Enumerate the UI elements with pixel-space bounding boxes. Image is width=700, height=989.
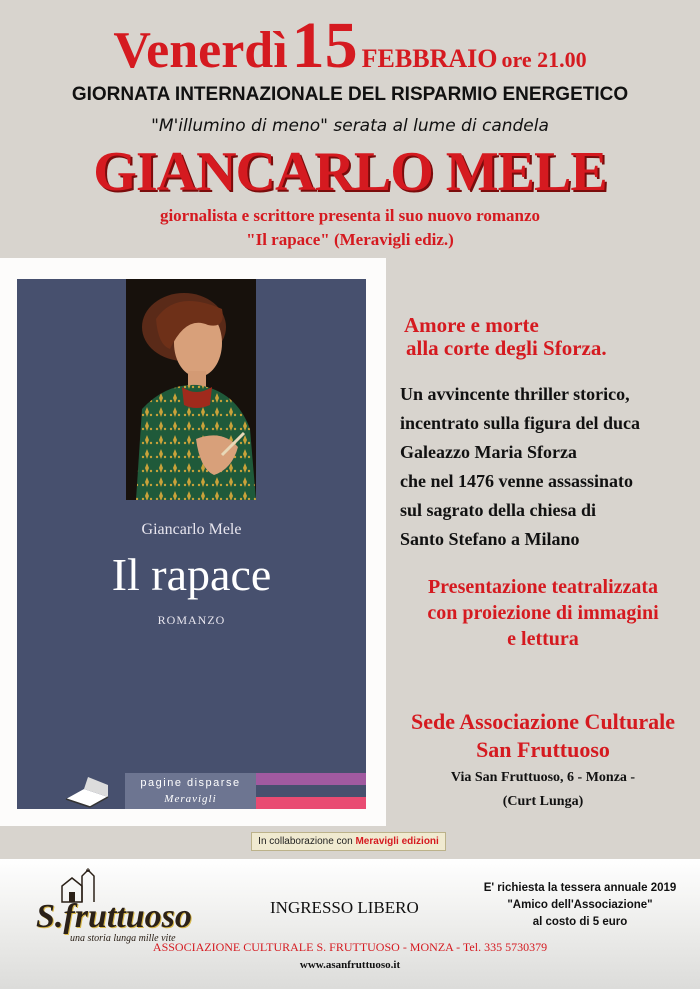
synopsis-line: Galeazzo Maria Sforza [400, 442, 577, 462]
venue-line-2: San Fruttuoso [476, 737, 610, 762]
teaser-heading [404, 314, 607, 360]
series-name: pagine disparse [140, 777, 241, 789]
venue-line-1: Sede Associazione Culturale [411, 709, 675, 734]
author-description-line-1: giornalista e scrittore presenta il suo nuovo romanzo [159, 206, 541, 225]
book-genre: ROMANZO [157, 613, 226, 627]
author-description [0, 204, 700, 252]
association-contact: ASSOCIAZIONE CULTURALE S. FRUTTUOSO - MONZA - Tel. 335 5730379 [152, 940, 548, 954]
synopsis-line: Santo Stefano a Milano [400, 529, 580, 549]
venue-name [386, 708, 700, 764]
event-date-number: 15 [291, 9, 358, 82]
event-time: ore 21.00 [501, 47, 587, 72]
open-book-icon [62, 773, 114, 814]
free-entry-label: INGRESSO LIBERO [270, 898, 419, 917]
venue-address [386, 766, 700, 814]
event-day: Venerdì [113, 22, 288, 79]
synopsis-line: sul sagrato della chiesa di [400, 500, 597, 520]
presentation-line: Presentazione teatralizzata [427, 576, 659, 598]
event-title: GIORNATA INTERNAZIONALE DEL RISPARMIO ENERGETICO [71, 84, 629, 105]
membership-line-2: "Amico dell'Associazione" [507, 899, 653, 911]
membership-line-1: E' richiesta la tessera annuale 2019 [483, 882, 677, 894]
collaboration-banner [251, 832, 446, 851]
presentation-line: e lettura [507, 628, 579, 650]
association-logo: S.fruttuoso [36, 898, 192, 935]
teaser-line-1: Amore e morte [404, 313, 539, 337]
membership-info [462, 880, 698, 931]
synopsis-line: che nel 1476 venne assassinato [400, 471, 634, 491]
duke-portrait-illustration [126, 279, 256, 500]
book-title: Il rapace [111, 549, 272, 600]
presentation-line: con proiezione di immagini [427, 602, 659, 624]
cover-stripes [256, 773, 366, 809]
address-line-1: Via San Fruttuoso, 6 - Monza - [450, 770, 636, 785]
event-month: FEBBRAIO [361, 44, 498, 73]
collaboration-partner: Meravigli edizioni [355, 836, 439, 847]
author-name-heading: GIANCARLO MELE [93, 141, 607, 203]
collaboration-prefix: In collaborazione con [258, 836, 353, 847]
teaser-line-2: alla corte degli Sforza. [406, 336, 607, 360]
membership-line-3: al costo di 5 euro [532, 916, 628, 928]
author-description-line-2: "Il rapace" (Meravigli ediz.) [246, 230, 454, 249]
book-author: Giancarlo Mele [141, 521, 242, 538]
synopsis-line: Un avvincente thriller storico, [400, 384, 630, 404]
presentation-info [386, 574, 700, 652]
address-line-2: (Curt Lunga) [502, 794, 584, 809]
portrait-image [126, 279, 256, 500]
logo-tagline: una storia lunga mille vite [70, 933, 176, 944]
synopsis [400, 380, 696, 554]
synopsis-line: incentrato sulla figura del duca [400, 413, 641, 433]
event-date [0, 8, 700, 84]
event-tagline: "M'illumino di meno" serata al lume di candela [151, 116, 549, 136]
series-publisher: Meravigli [164, 793, 217, 805]
website-link[interactable]: www.asanfruttuoso.it [299, 959, 401, 971]
